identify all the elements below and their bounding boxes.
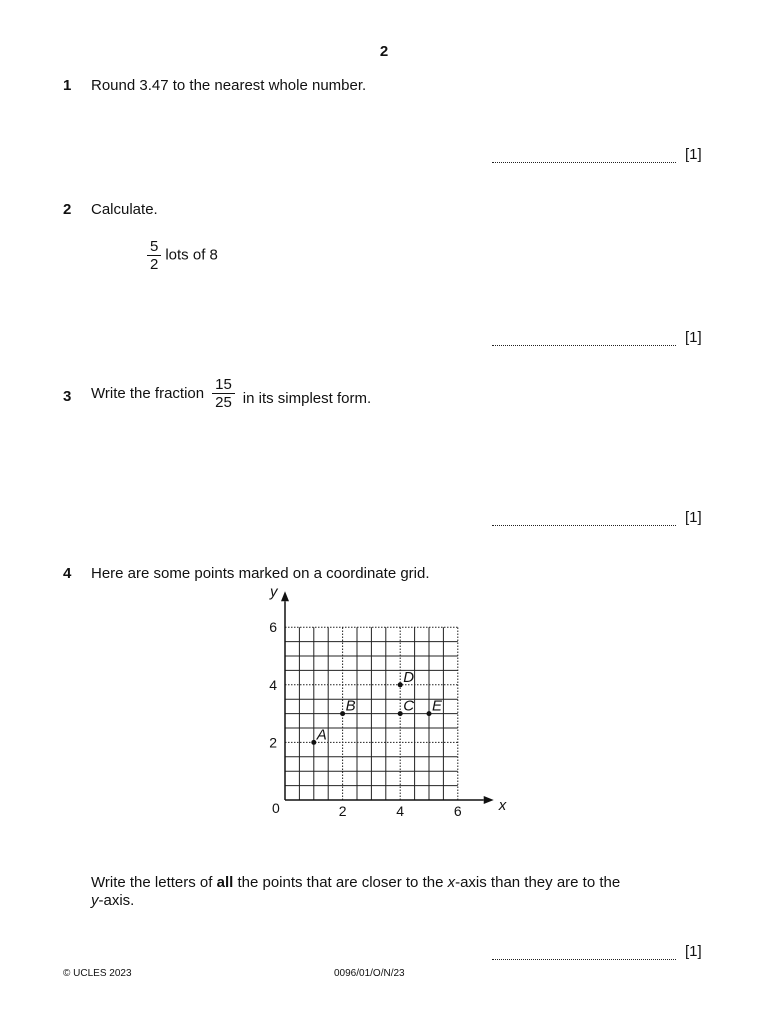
point-label-c: C bbox=[403, 697, 415, 715]
prompt-bold-all: all bbox=[216, 874, 234, 891]
question-1-text: Round 3.47 to the nearest whole number. bbox=[91, 77, 367, 94]
x-tick-label: 4 bbox=[396, 803, 405, 819]
question-3-marks: [1] bbox=[685, 509, 702, 526]
point-c bbox=[398, 711, 403, 716]
point-a bbox=[311, 740, 316, 745]
point-label-d: D bbox=[403, 668, 415, 686]
question-3-text bbox=[91, 376, 371, 411]
question-2-text: Calculate. bbox=[91, 201, 158, 218]
question-3-text-after: in its simplest form. bbox=[242, 390, 372, 407]
question-4-answer-line[interactable] bbox=[492, 959, 676, 960]
point-label-a: A bbox=[316, 726, 327, 744]
question-1-marks: [1] bbox=[685, 146, 702, 163]
y-tick-label: 2 bbox=[269, 734, 277, 751]
point-b bbox=[340, 711, 345, 716]
y-tick-label: 6 bbox=[269, 619, 277, 636]
data-points bbox=[311, 669, 443, 745]
question-2-answer-line[interactable] bbox=[492, 345, 676, 346]
question-3-text-before: Write the fraction bbox=[91, 385, 205, 402]
prompt-x-axis-letter: x bbox=[447, 874, 456, 891]
origin-label: 0 bbox=[272, 800, 280, 816]
question-2-number: 2 bbox=[63, 201, 72, 218]
question-3-number: 3 bbox=[63, 388, 72, 405]
axes bbox=[269, 583, 507, 814]
fraction-numerator: 15 bbox=[212, 376, 235, 394]
point-e bbox=[427, 711, 432, 716]
point-d bbox=[398, 682, 403, 687]
fraction-denominator: 2 bbox=[150, 256, 159, 273]
point-label-e: E bbox=[432, 697, 443, 715]
prompt-part1: Write the letters of bbox=[91, 874, 217, 891]
page-number: 2 bbox=[379, 43, 389, 60]
footer-code: 0096/01/O/N/23 bbox=[334, 968, 405, 979]
fraction-15-over-25 bbox=[212, 376, 235, 411]
question-2-expression bbox=[143, 238, 218, 273]
y-tick-label: 4 bbox=[269, 676, 277, 693]
tick-labels bbox=[269, 619, 462, 819]
prompt-part3: -axis than they are to the bbox=[455, 874, 621, 891]
x-tick-label: 2 bbox=[338, 803, 347, 819]
question-3-answer-line[interactable] bbox=[492, 525, 676, 526]
footer-copyright: © UCLES 2023 bbox=[63, 968, 132, 979]
question-4-marks: [1] bbox=[685, 943, 702, 960]
prompt-part4: -axis. bbox=[98, 892, 135, 909]
question-4-prompt bbox=[91, 874, 711, 910]
coordinate-grid-chart bbox=[250, 583, 510, 825]
question-4-number: 4 bbox=[63, 565, 72, 582]
question-1-number: 1 bbox=[63, 77, 72, 94]
x-axis-arrow bbox=[484, 796, 494, 804]
x-axis-label: x bbox=[498, 797, 507, 814]
question-4-text: Here are some points marked on a coordinate grid. bbox=[91, 565, 430, 582]
prompt-part2: the points that are closer to the bbox=[233, 874, 448, 891]
fraction-5-over-2 bbox=[147, 238, 161, 273]
fraction-numerator: 5 bbox=[147, 238, 161, 256]
fraction-denominator: 25 bbox=[215, 394, 232, 411]
question-1-answer-line[interactable] bbox=[492, 162, 676, 163]
x-tick-label: 6 bbox=[453, 803, 462, 819]
expression-suffix: lots of 8 bbox=[165, 246, 218, 264]
y-axis-arrow bbox=[281, 591, 289, 601]
prompt-y-axis-letter: y bbox=[91, 892, 99, 909]
point-label-b: B bbox=[345, 697, 356, 715]
y-axis-label: y bbox=[270, 583, 278, 601]
question-2-marks: [1] bbox=[685, 329, 702, 346]
